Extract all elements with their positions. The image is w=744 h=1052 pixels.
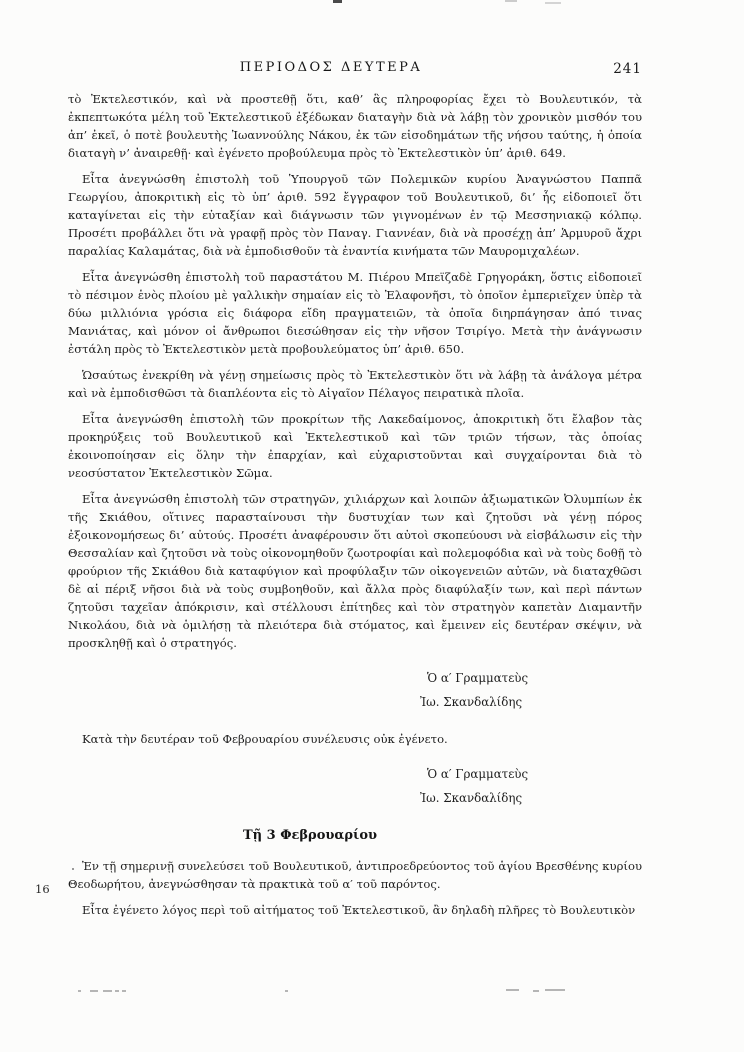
scan-artifact (505, 0, 517, 2)
signature-name: Ἰω. Σκανδαλίδης (420, 791, 523, 805)
paragraph: Εἶτα ἀνεγνώσθη ἐπιστολὴ τῶν προκρίτων τῆς Λακεδαίμονος, ἀποκριτικὴ ὅτι ἔλαβον τὰς προκηρύξεις τοῦ Βουλευτικοῦ καὶ Ἐκτελεστικοῦ καὶ τῶν τριῶν τήσων, τὰς ὁποίας ἐκοινοποίησαν εἰς ὅλην τὴν ἐπαρχίαν, καὶ εὐχαριστοῦνται καὶ συγχαίρονται διὰ τὸ νεοσύστατον Ἐκτελεστικὸν Σῶμα. (68, 412, 642, 480)
scan-artifact (72, 868, 74, 870)
paragraph: Εἶτα ἀνεγνώσθη ἐπιστολὴ τοῦ Ὑπουργοῦ τῶν Πολεμικῶν κυρίου Ἀναγνώστου Παππᾶ Γεωργίου, ἀποκριτικὴ εἰς τὸ ὑπ’ ἀριθ. 592 ἔγγραφον τοῦ Βουλευτικοῦ, δι’ ἧς εἰδοποιεῖ ὅτι καταγίνεται εἰς τὴν εὐταξίαν καὶ διάγνωσιν τῶν γιγνομένων ἐν τῷ Μεσσηνιακῷ κόλπῳ. Προσέτι προβάλλει ὅτι νὰ γραφῇ πρὸς τὸν Παναγ. Γιαννέαν, διὰ νὰ προσέχῃ ἀπ’ Ἁρμυροῦ ἄχρι παραλίας Καλαμάτας, διὰ νὰ ἐμποδισθοῦν τὰ ἐναντία κινήματα τῶν Μαυρομιχαλέων. (68, 172, 642, 258)
scan-artifact (545, 989, 565, 991)
scan-artifact (122, 990, 126, 992)
page-number: 241 (613, 61, 642, 77)
signature-role: Ὁ α′ Γραμματεὺς (427, 767, 529, 781)
page-body (68, 90, 642, 927)
running-head (68, 60, 642, 80)
signature-role: Ὁ α′ Γραμματεὺς (427, 671, 529, 685)
paragraph-no-session: Κατὰ τὴν δευτέραν τοῦ Φεβρουαρίου συνέλευσις οὐκ ἐγένετο. (82, 732, 448, 746)
scan-artifact (506, 989, 519, 991)
scan-artifact (545, 2, 561, 4)
signature-name: Ἰω. Σκανδαλίδης (420, 695, 523, 709)
paragraph-continuation: τὸ Ἐκτελεστικόν, καὶ νὰ προστεθῇ ὅτι, καθ’ ἃς πληροφορίας ἔχει τὸ Βουλευτικόν, τὰ ἐκπεπτωκότα μέλη τοῦ Ἐκτελεστικοῦ ἐξέδωκαν διαταγὴν διὰ νὰ λάβῃ τὸν χρονικὸν μισθόν του ἀπ’ ἐκεῖ, ὁ ποτὲ βουλευτὴς Ἰωαννούλης Νάκου, ἐκ τῶν εἰσοδημάτων τῆς νήσου ταύτης, ἡ ὁποία διαταγὴ ν’ ἀναιρεθῇ· καὶ ἐγένετο προβούλευμα πρὸς τὸ Ἐκτελεστικὸν ὑπ’ ἀριθ. 649. (68, 92, 642, 160)
scan-artifact (333, 0, 342, 3)
paragraph: Ὡσαύτως ἐνεκρίθη νὰ γένῃ σημείωσις πρὸς τὸ Ἐκτελεστικὸν ὅτι νὰ λάβῃ τὰ ἀνάλογα μέτρα καὶ νὰ ἐμποδισθῶσι τὰ διαπλέοντα εἰς τὸ Αἰγαῖον Πέλαγος πειρατικὰ πλοῖα. (68, 368, 642, 400)
scan-artifact (78, 990, 81, 992)
paragraph: Εἶτα ἀνεγνώσθη ἐπιστολὴ τῶν στρατηγῶν, χιλιάρχων καὶ λοιπῶν ἀξιωματικῶν Ὀλυμπίων ἐκ τῆς Σκιάθου, οἵτινες παρασταίνουσι τὴν δυστυχίαν των καὶ ζητοῦσι νὰ γένῃ πόρος ἐξοικονομήσεως δι’ αὐτούς. Προσέτι ἀναφέρουσιν ὅτι αὐτοὶ σκοπεύουσι νὰ εἰσβάλωσιν εἰς τὴν Θεσσαλίαν καὶ ζητοῦσι νὰ τοὺς οἰκονομηθοῦν ζωοτροφίαι καὶ πολεμοφόδια καὶ νὰ τοὺς δοθῇ τὸ φρούριον τῆς Σκιάθου διὰ καταφύγιον καὶ προφύλαξιν τῶν οἰκογενειῶν αὐτῶν, νὰ διαταχθῶσι δὲ αἱ πέριξ νῆσοι διὰ νὰ τοὺς συμβοηθοῦν, καὶ ἄλλα πρὸς διαφύλαξίν των, καὶ περὶ πάντων ζητοῦσι ταχεῖαν ἀπόκρισιν, καὶ στέλλουσι ἐπίτηδες καὶ τὸν στρατηγὸν καπετὰν Διαμαντῆν Νικολάου, διὰ νὰ ὁμιλήσῃ τὰ πλειότερα διὰ στόματος, καὶ ἔμεινεν εἰς δευτέραν σκέψιν, νὰ προσκληθῇ καὶ ὁ στρατηγός. (68, 492, 642, 650)
scan-artifact (285, 990, 288, 992)
section-title: ΠΕΡΙΟΔΟΣ ΔΕΥΤΕΡΑ (239, 60, 423, 75)
scan-artifact (533, 990, 539, 992)
date-heading: Τῇ 3 Φεβρουαρίου (242, 828, 378, 843)
gathering-mark: 16 (35, 882, 50, 896)
paragraph: Εἶτα ἀνεγνώσθη ἐπιστολὴ τοῦ παραστάτου Μ. Πιέρου Μπεϊζαδὲ Γρηγοράκη, ὅστις εἰδοποιεῖ τὸ πέσιμον ἑνὸς πλοίου μὲ γαλλικὴν σημαίαν εἰς τὸ Ἐλαφονῆσι, τὸ ὁποῖον ἐμπεριεῖχεν ὑπὲρ τὰ δύω μιλλιόνια γρόσια εἰς διάφορα εἴδη πραγματειῶν, τὰ ὁποῖα διηρπάγησαν ἀπό τινας Μανιάτας, καὶ μόνον οἱ ἄνθρωποι διεσώθησαν εἰς τὴν νῆσον Τσιρίγο. Μετὰ τὴν ἀνάγνωσιν ἐστάλη πρὸς τὸ Ἐκτελεστικὸν μετὰ προβουλεύματος ὑπ’ ἀριθ. 650. (68, 270, 642, 356)
scan-artifact (103, 990, 112, 992)
scan-artifact (115, 990, 119, 992)
scan-artifact (90, 990, 98, 992)
signature-block (420, 762, 642, 810)
signature-block (420, 666, 642, 714)
paragraph: Ἐν τῇ σημερινῇ συνελεύσει τοῦ Βουλευτικοῦ, ἀντιπροεδρεύοντος τοῦ ἁγίου Βρεσθένης κυρίου Θεοδωρήτου, ἀνεγνώσθησαν τὰ πρακτικὰ τοῦ α′ τοῦ παρόντος. (68, 859, 642, 891)
paragraph: Εἶτα ἐγένετο λόγος περὶ τοῦ αἰτήματος τοῦ Ἐκτελεστικοῦ, ἂν δηλαδὴ πλῆρες τὸ Βουλευτικὸν (82, 903, 636, 917)
